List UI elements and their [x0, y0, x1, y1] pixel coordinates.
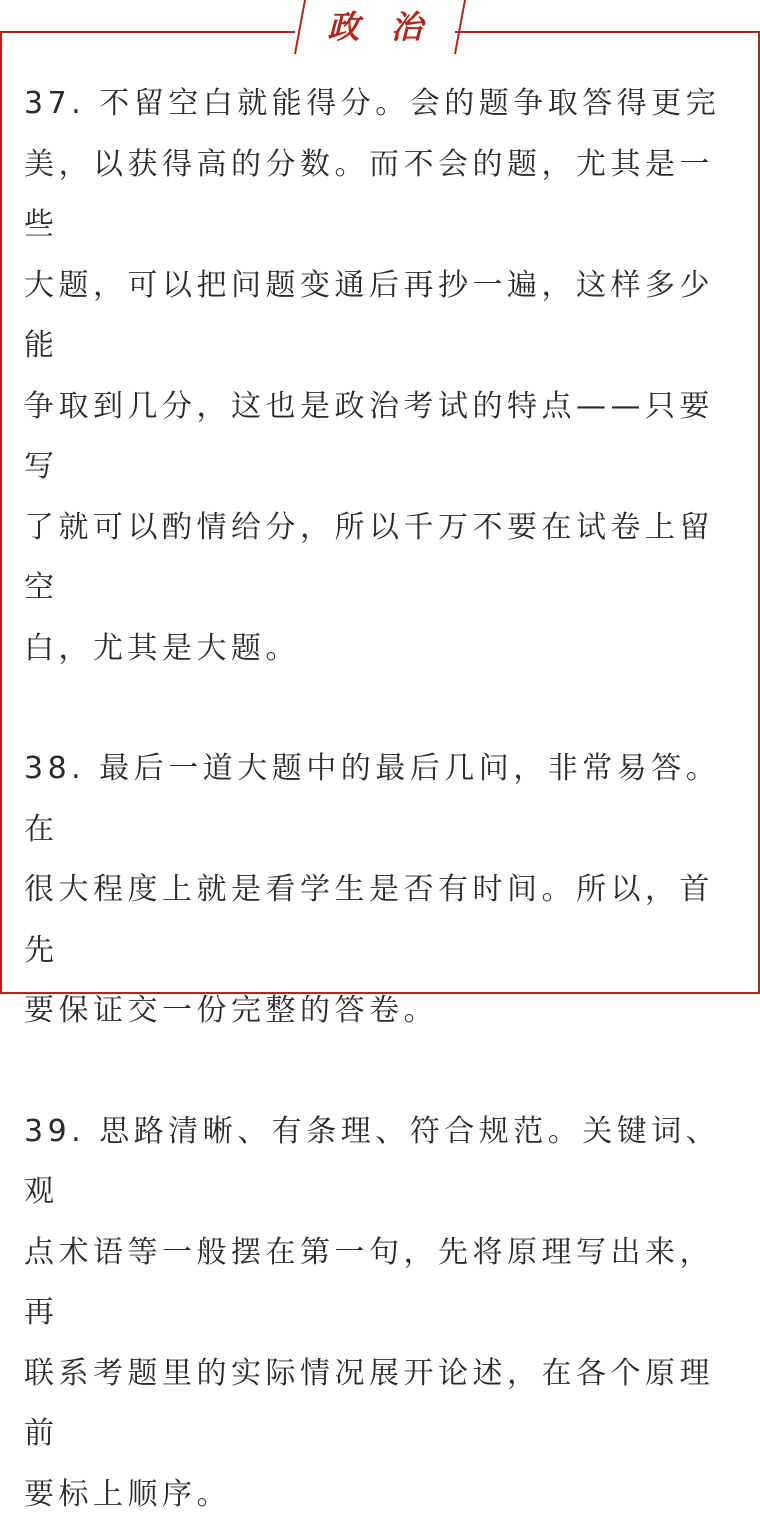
- text-line: 联系考题里的实际情况展开论述，在各个原理前: [24, 1356, 714, 1452]
- section-title: 政 治: [300, 2, 460, 52]
- text-line: 要标上顺序。: [24, 1477, 231, 1512]
- text-line: 要保证交一份完整的答卷。: [24, 993, 438, 1028]
- text-line: 37. 不留空白就能得分。会的题争取答得更完: [24, 86, 720, 121]
- text-line: 很大程度上就是看学生是否有时间。所以，首先: [24, 872, 714, 968]
- text-line: 大题，可以把问题变通后再抄一遍，这样多少能: [24, 268, 714, 364]
- content-body: [24, 74, 740, 1525]
- text-line: 了就可以酌情给分，所以千万不要在试卷上留空: [24, 510, 714, 606]
- paragraph-37: [24, 74, 740, 679]
- text-line: 38. 最后一道大题中的最后几问，非常易答。在: [24, 751, 720, 847]
- paragraph-39: [24, 1102, 740, 1525]
- text-line: 39. 思路清晰、有条理、符合规范。关键词、观: [24, 1114, 720, 1210]
- text-line: 美，以获得高的分数。而不会的题，尤其是一些: [24, 147, 714, 243]
- text-line: 争取到几分，这也是政治考试的特点——只要写: [24, 389, 714, 485]
- text-line: 白，尤其是大题。: [24, 631, 300, 666]
- text-line: 点术语等一般摆在第一句，先将原理写出来，再: [24, 1235, 714, 1331]
- paragraph-38: [24, 739, 740, 1042]
